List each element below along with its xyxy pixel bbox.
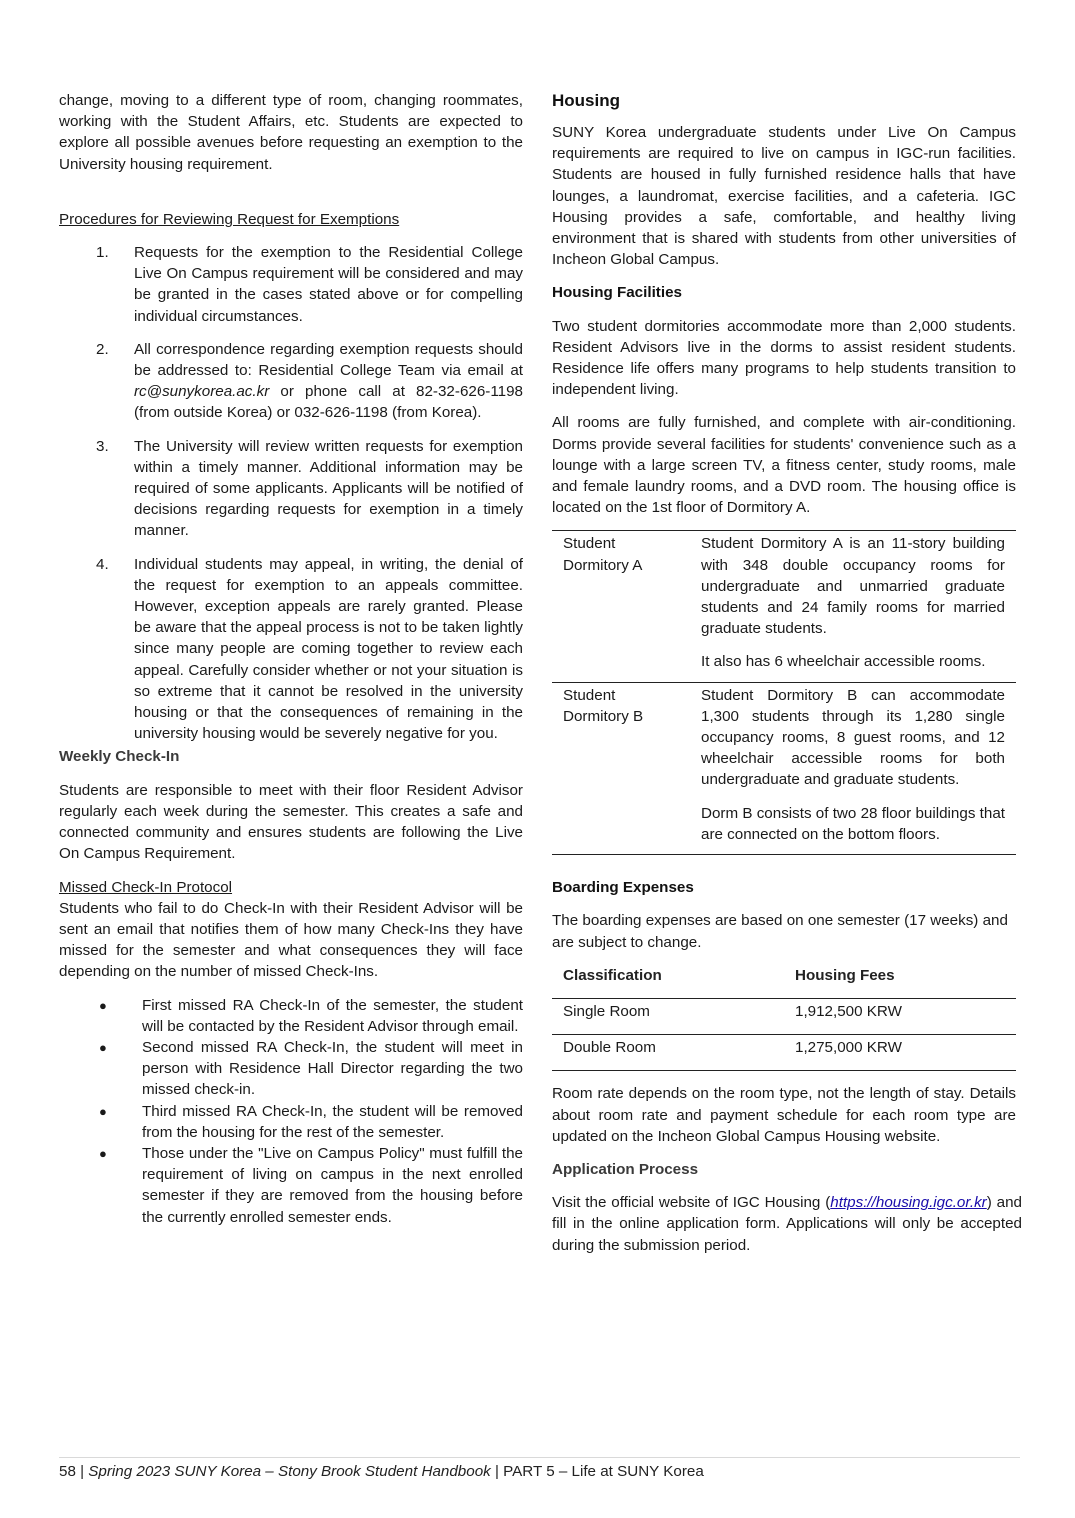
procedure-item (59, 242, 523, 327)
bullet-item (59, 1143, 523, 1228)
procedure-item (59, 554, 523, 745)
application-text-after: ) and fill in the online application form. Applications will only be accepted during the submission period. (552, 1194, 1022, 1254)
bullet-item (59, 995, 523, 1037)
housing-text: SUNY Korea undergraduate students under Live On Campus requirements are required to live on campus in IGC-run facilities. Students are housed in fully furnished residence halls that have lounges, a laundromat, exercise facilities, and a cafeteria. IGC Housing provides a safe, comfortable, and healthy living environment that is shared with students from other universities of Incheon Global Campus. (552, 124, 1016, 269)
right-column (552, 90, 1022, 1256)
footer-separator: | (490, 1463, 504, 1480)
item-number: 4. (96, 555, 109, 573)
item-text-before: All correspondence regarding exemption requests should be addressed to: Residential College Team via email at (134, 340, 523, 380)
dorm-desc-2: Dorm B consists of two 28 floor buildings that are connected on the bottom floors. (701, 804, 1005, 843)
table-cell: 1,912,500 KRW (784, 998, 1016, 1034)
item-text-after: or phone call at 82-32-626-1198 (from outside Korea) or 032-626-1198 (from Korea). (134, 383, 523, 422)
bullet-icon: ● (99, 997, 107, 1013)
dorm-desc-1: Student Dormitory A is an 11-story building with 348 double occupancy rooms for undergraduate and unmarried graduate students and 24 family rooms for married graduate students. (701, 535, 1005, 638)
procedure-item (59, 436, 523, 542)
dorm-name: Student Dormitory A (552, 531, 690, 682)
housing-heading: Housing (552, 91, 620, 110)
application-process-heading: Application Process (552, 1160, 699, 1178)
dorm-desc-1: Student Dormitory B can accommodate 1,300 students through its 1,280 single occupancy rooms, 8 guest rooms, and 12 wheelchair accessible rooms for both undergraduate and graduate students. (701, 686, 1005, 789)
section-title: PART 5 – Life at SUNY Korea (503, 1463, 704, 1480)
housing-website-link[interactable]: https://housing.igc.or.kr (830, 1194, 987, 1212)
dorm-name: Student Dormitory B (552, 682, 690, 854)
application-text-before: Visit the official website of IGC Housing ( (552, 1194, 831, 1212)
missed-checkin-list (59, 995, 523, 1228)
handbook-title: Spring 2023 SUNY Korea – Stony Brook Student Handbook (88, 1463, 491, 1480)
footer-separator: | (75, 1463, 89, 1480)
bullet-text: First missed RA Check-In of the semester, the student will be contacted by the Resident Advisor through email. (142, 996, 523, 1035)
table-cell: Double Room (552, 1035, 784, 1071)
item-number: 3. (96, 437, 109, 455)
boarding-expenses-heading: Boarding Expenses (552, 879, 694, 897)
bullet-text: Those under the "Live on Campus Policy" must fulfill the requirement of living on campus in the next enrolled semester if they are removed from the housing before the currently enrolled semester ends. (142, 1144, 523, 1226)
column-header: Housing Fees (784, 963, 1016, 999)
table-cell: Single Room (552, 998, 784, 1034)
footer-divider (59, 1457, 1020, 1458)
room-rate-text: Room rate depends on the room type, not the length of stay. Details about room rate and payment schedule for each room type are updated on the Incheon Global Campus Housing website. (552, 1085, 1016, 1145)
application-text (552, 1192, 1022, 1256)
bullet-icon: ● (99, 1103, 107, 1119)
item-number: 2. (96, 340, 109, 358)
bullet-icon: ● (99, 1145, 107, 1161)
facilities-text-2: All rooms are fully furnished, and complete with air-conditioning. Dorms provide several facilities for students' convenience such as a lounge with a large screen TV, a fitness center, study rooms, male and female laundry rooms, and a DVD room. The housing office is located on the 1st floor of Dormitory A. (552, 414, 1016, 517)
dorm-description (690, 531, 1016, 682)
table-cell: 1,275,000 KRW (784, 1035, 1016, 1071)
missed-checkin-heading: Missed Check-In Protocol (59, 878, 233, 896)
weekly-checkin-heading: Weekly Check-In (59, 748, 180, 766)
item-text: The University will review written requests for exemption within a timely manner. Additional information may be required of some applicants. Applicants will be notified of decisions regarding requests for exemption in a timely manner. (134, 437, 523, 540)
procedure-item (59, 339, 523, 424)
bullet-item (59, 1037, 523, 1101)
intro-paragraph: change, moving to a different type of room, changing roommates, working with the Student Affairs, etc. Students are expected to explore all possible avenues before requesting an exemption to the University housing requirement. (59, 92, 523, 173)
housing-fees-table (552, 963, 1016, 1072)
dorm-description (690, 682, 1016, 854)
weekly-checkin-text: Students are responsible to meet with their floor Resident Advisor regularly each week during the semester. This creates a safe and connected community and ensures students are following the Live On Campus Requirement. (59, 781, 523, 863)
dormitory-table (552, 530, 1016, 855)
facilities-text-1: Two student dormitories accommodate more than 2,000 students. Resident Advisors live in the dorms to assist resident students. Residence life offers many programs to help students transition to independent living. (552, 317, 1016, 399)
bullet-icon: ● (99, 1039, 107, 1055)
boarding-expenses-text: The boarding expenses are based on one semester (17 weeks) and are subject to change. (552, 912, 1008, 951)
item-text: Requests for the exemption to the Residential College Live On Campus requirement will be considered and may be granted in the cases stated above or for compelling individual circumstances. (134, 244, 523, 325)
procedures-list (59, 242, 523, 744)
item-number: 1. (96, 244, 109, 262)
table-row (552, 1035, 1016, 1071)
table-row (552, 531, 1016, 682)
bullet-text: Third missed RA Check-In, the student will be removed from the housing for the rest of the semester. (142, 1102, 523, 1141)
missed-checkin-text: Students who fail to do Check-In with their Resident Advisor will be sent an email that notifies them of how many Check-Ins they have missed for the semester and what consequences they will face depending on the number of missed Check-Ins. (59, 899, 523, 981)
column-header: Classification (552, 963, 784, 999)
dorm-desc-2: It also has 6 wheelchair accessible rooms. (701, 653, 986, 671)
bullet-text: Second missed RA Check-In, the student will meet in person with Residence Hall Director regarding the two missed check-in. (142, 1038, 523, 1099)
table-row (552, 682, 1016, 854)
housing-facilities-heading: Housing Facilities (552, 284, 682, 302)
email-link[interactable]: rc@sunykorea.ac.kr (134, 383, 270, 401)
bullet-item (59, 1101, 523, 1143)
page-number: 58 (59, 1463, 76, 1480)
item-text: Individual students may appeal, in writing, the denial of the request for exemption to an appeals committee. However, exception appeals are rarely granted. Please be aware that the appeal process is not to be taken lightly since many people are coming together to review each appeal. Carefully consider whether or not your situation is so extreme that it cannot be resolved in the university housing or that the consequences of remaining in the university housing would be severely negative for you. (134, 555, 523, 743)
procedures-heading: Procedures for Reviewing Request for Exemptions (59, 210, 400, 228)
page-footer (59, 1461, 704, 1482)
left-column (59, 90, 523, 1228)
table-header-row (552, 963, 1016, 999)
table-row (552, 998, 1016, 1034)
